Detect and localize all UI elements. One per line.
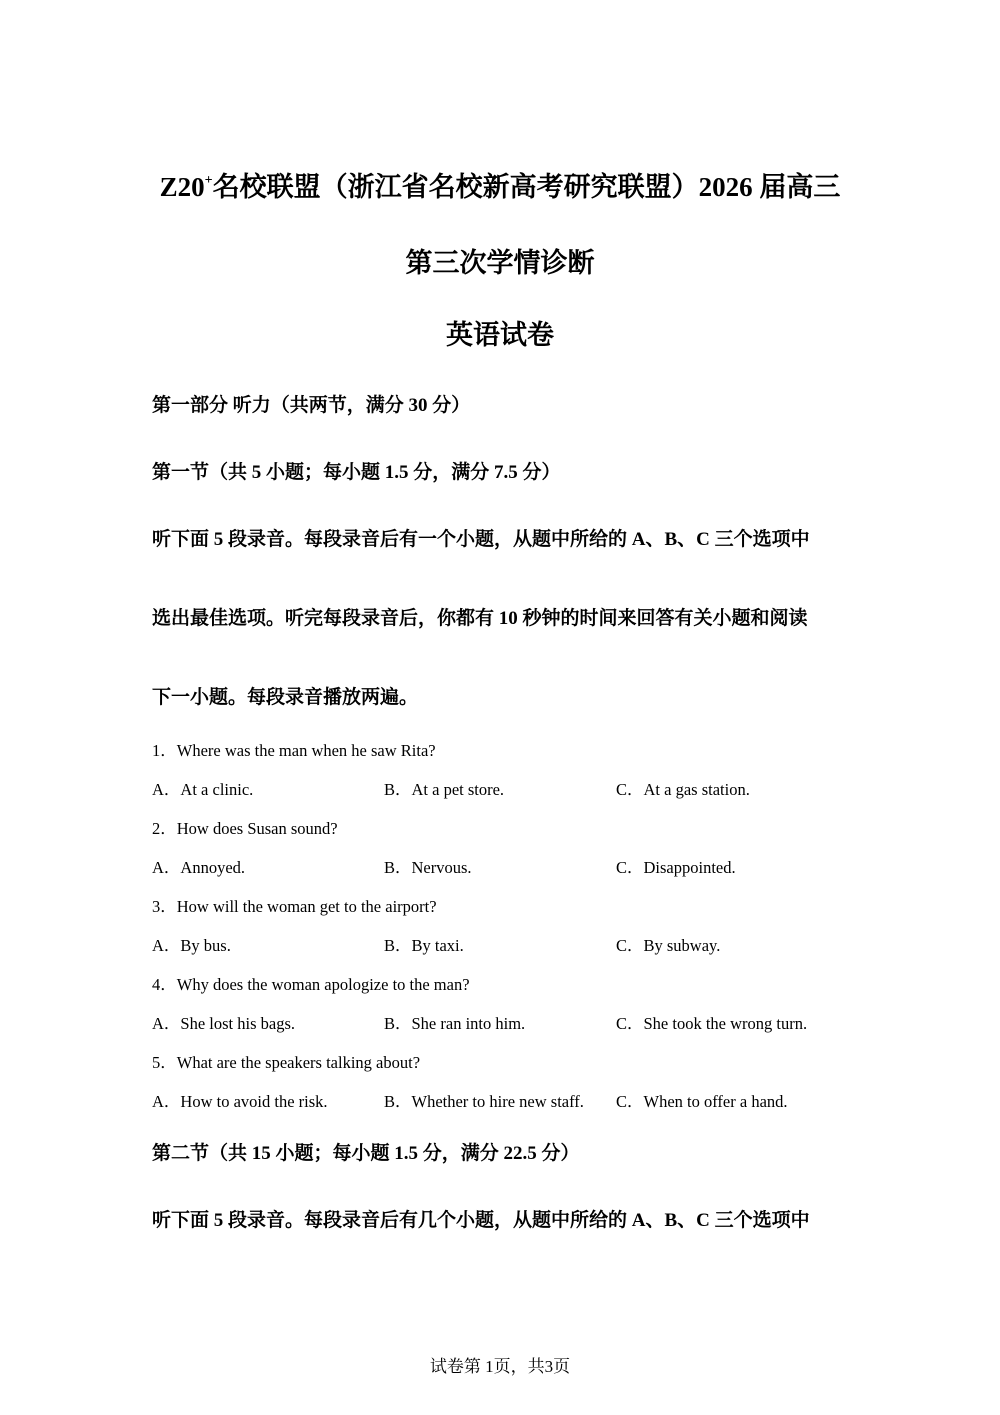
section1-instructions-line2: 选出最佳选项。听完每段录音后，你都有 10 秒钟的时间来回答有关小题和阅读 <box>152 608 808 629</box>
question-4-option-b: B．She ran into him. <box>384 1014 526 1033</box>
question-4-option-a: A．She lost his bags. <box>152 1014 296 1033</box>
question-3-option-c: C．By subway. <box>616 936 721 955</box>
question-2-option-b: B．Nervous. <box>384 858 472 877</box>
title-main: 名校联盟（浙江省名校新高考研究联盟）2026 届高三 <box>212 172 841 202</box>
question-5-option-c: C．When to offer a hand. <box>616 1092 788 1111</box>
exam-subject-title: 英语试卷 <box>446 320 554 350</box>
title-superscript: + <box>204 173 213 188</box>
question-2-option-c: C．Disappointed. <box>616 858 736 877</box>
exam-title-line2: 第三次学情诊断 <box>405 248 595 278</box>
part1-heading: 第一部分 听力（共两节，满分 30 分） <box>152 395 471 416</box>
question-2-option-a: A．Annoyed. <box>152 858 246 877</box>
section1-instructions-line3: 下一小题。每段录音播放两遍。 <box>152 687 419 708</box>
question-5-option-b: B．Whether to hire new staff. <box>384 1092 584 1111</box>
question-1: 1．Where was the man when he saw Rita? <box>152 741 436 760</box>
question-3-option-b: B．By taxi. <box>384 936 464 955</box>
question-1-option-b: B．At a pet store. <box>384 780 505 799</box>
page-footer: 试卷第 1页，共3页 <box>429 1357 571 1376</box>
question-5-option-a: A．How to avoid the risk. <box>152 1092 328 1111</box>
question-4-option-c: C．She took the wrong turn. <box>616 1014 808 1033</box>
exam-title-line1 <box>0 170 1000 204</box>
section2-heading: 第二节（共 15 小题；每小题 1.5 分，满分 22.5 分） <box>152 1143 580 1164</box>
question-4: 4．Why does the woman apologize to the man? <box>152 975 470 994</box>
question-1-option-c: C．At a gas station. <box>616 780 750 799</box>
section1-instructions-line1: 听下面 5 段录音。每段录音后有一个小题，从题中所给的 A、B、C 三个选项中 <box>152 529 810 550</box>
question-3-option-a: A．By bus. <box>152 936 231 955</box>
question-1-option-a: A．At a clinic. <box>152 780 254 799</box>
title-prefix: Z20 <box>159 172 205 202</box>
question-2: 2．How does Susan sound? <box>152 819 338 838</box>
question-5: 5．What are the speakers talking about? <box>152 1053 421 1072</box>
section2-instructions-line1: 听下面 5 段录音。每段录音后有几个小题，从题中所给的 A、B、C 三个选项中 <box>152 1210 810 1231</box>
question-3: 3．How will the woman get to the airport? <box>152 897 437 916</box>
section1-heading: 第一节（共 5 小题；每小题 1.5 分，满分 7.5 分） <box>152 462 561 483</box>
